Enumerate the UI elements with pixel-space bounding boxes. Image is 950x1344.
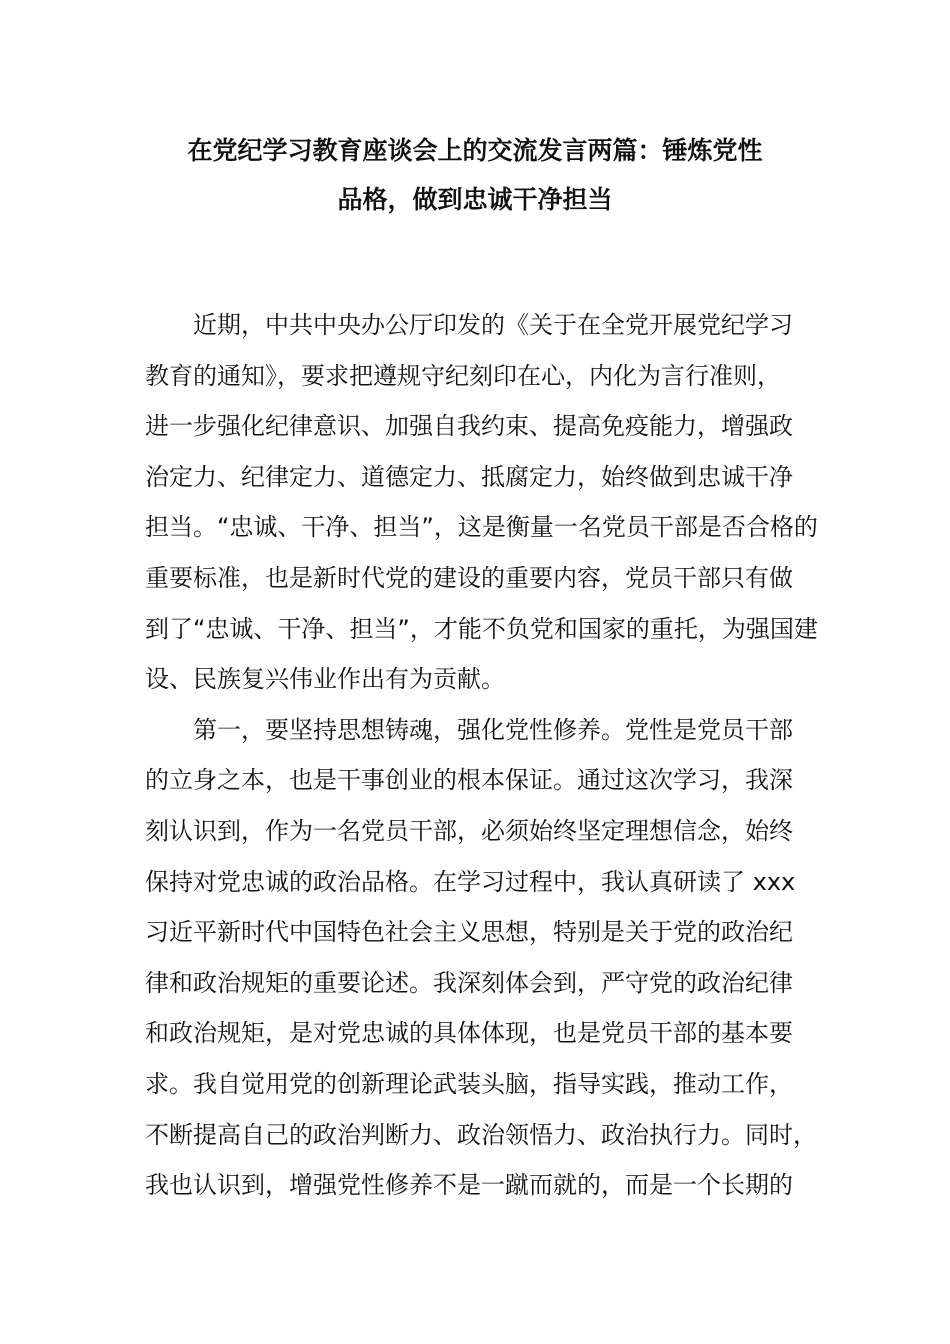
- paragraph-2-line: 和政治规矩，是对党忠诚的具体体现，也是党员干部的基本要: [145, 1019, 793, 1048]
- paragraph-2-line: 保持对党忠诚的政治品格。在学习过程中，我认真研读了 xxx: [145, 867, 796, 896]
- paragraph-2-line: 第一，要坚持思想铸魂，强化党性修养。党性是党员干部: [193, 715, 793, 744]
- paragraph-1-line: 设、民族复兴伟业作出有为贡献。: [145, 665, 505, 694]
- paragraph-1-line: 教育的通知》，要求把遵规守纪刻印在心，内化为言行准则，: [145, 361, 781, 390]
- paragraph-1-line: 近期，中共中央办公厅印发的《关于在全党开展党纪学习: [193, 311, 793, 339]
- document-title-line-1: 在党纪学习教育座谈会上的交流发言两篇：锤炼党性: [187, 136, 763, 165]
- paragraph-2-line: 律和政治规矩的重要论述。我深刻体会到，严守党的政治纪律: [145, 968, 793, 997]
- paragraph-1-line: 进一步强化纪律意识、加强自我约束、提高免疫能力，增强政: [145, 412, 793, 441]
- paragraph-2-line: 我也认识到，增强党性修养不是一蹴而就的，而是一个长期的: [145, 1171, 793, 1200]
- paragraph-1-line: 治定力、纪律定力、道德定力、抵腐定力，始终做到忠诚干净: [145, 462, 793, 491]
- paragraph-1-line: 重要标准，也是新时代党的建设的重要内容，党员干部只有做: [145, 563, 793, 592]
- paragraph-2-line: 不断提高自己的政治判断力、政治领悟力、政治执行力。同时，: [145, 1120, 817, 1149]
- paragraph-2-line: 习近平新时代中国特色社会主义思想，特别是关于党的政治纪: [145, 918, 793, 947]
- paragraph-2-line: 的立身之本，也是干事创业的根本保证。通过这次学习，我深: [145, 766, 793, 795]
- paragraph-2-line: 刻认识到，作为一名党员干部，必须始终坚定理想信念，始终: [145, 816, 793, 845]
- paragraph-1-line: 到了“忠诚、干净、担当”，才能不负党和国家的重托，为强国建: [145, 614, 818, 643]
- paragraph-1-line: 担当。“忠诚、干净、担当”，这是衡量一名党员干部是否合格的: [145, 513, 818, 542]
- document-title-line-2: 品格，做到忠诚干净担当: [337, 185, 613, 214]
- document-body: [145, 307, 818, 1218]
- paragraph-2-line: 求。我自觉用党的创新理论武装头脑，指导实践，推动工作，: [145, 1069, 793, 1098]
